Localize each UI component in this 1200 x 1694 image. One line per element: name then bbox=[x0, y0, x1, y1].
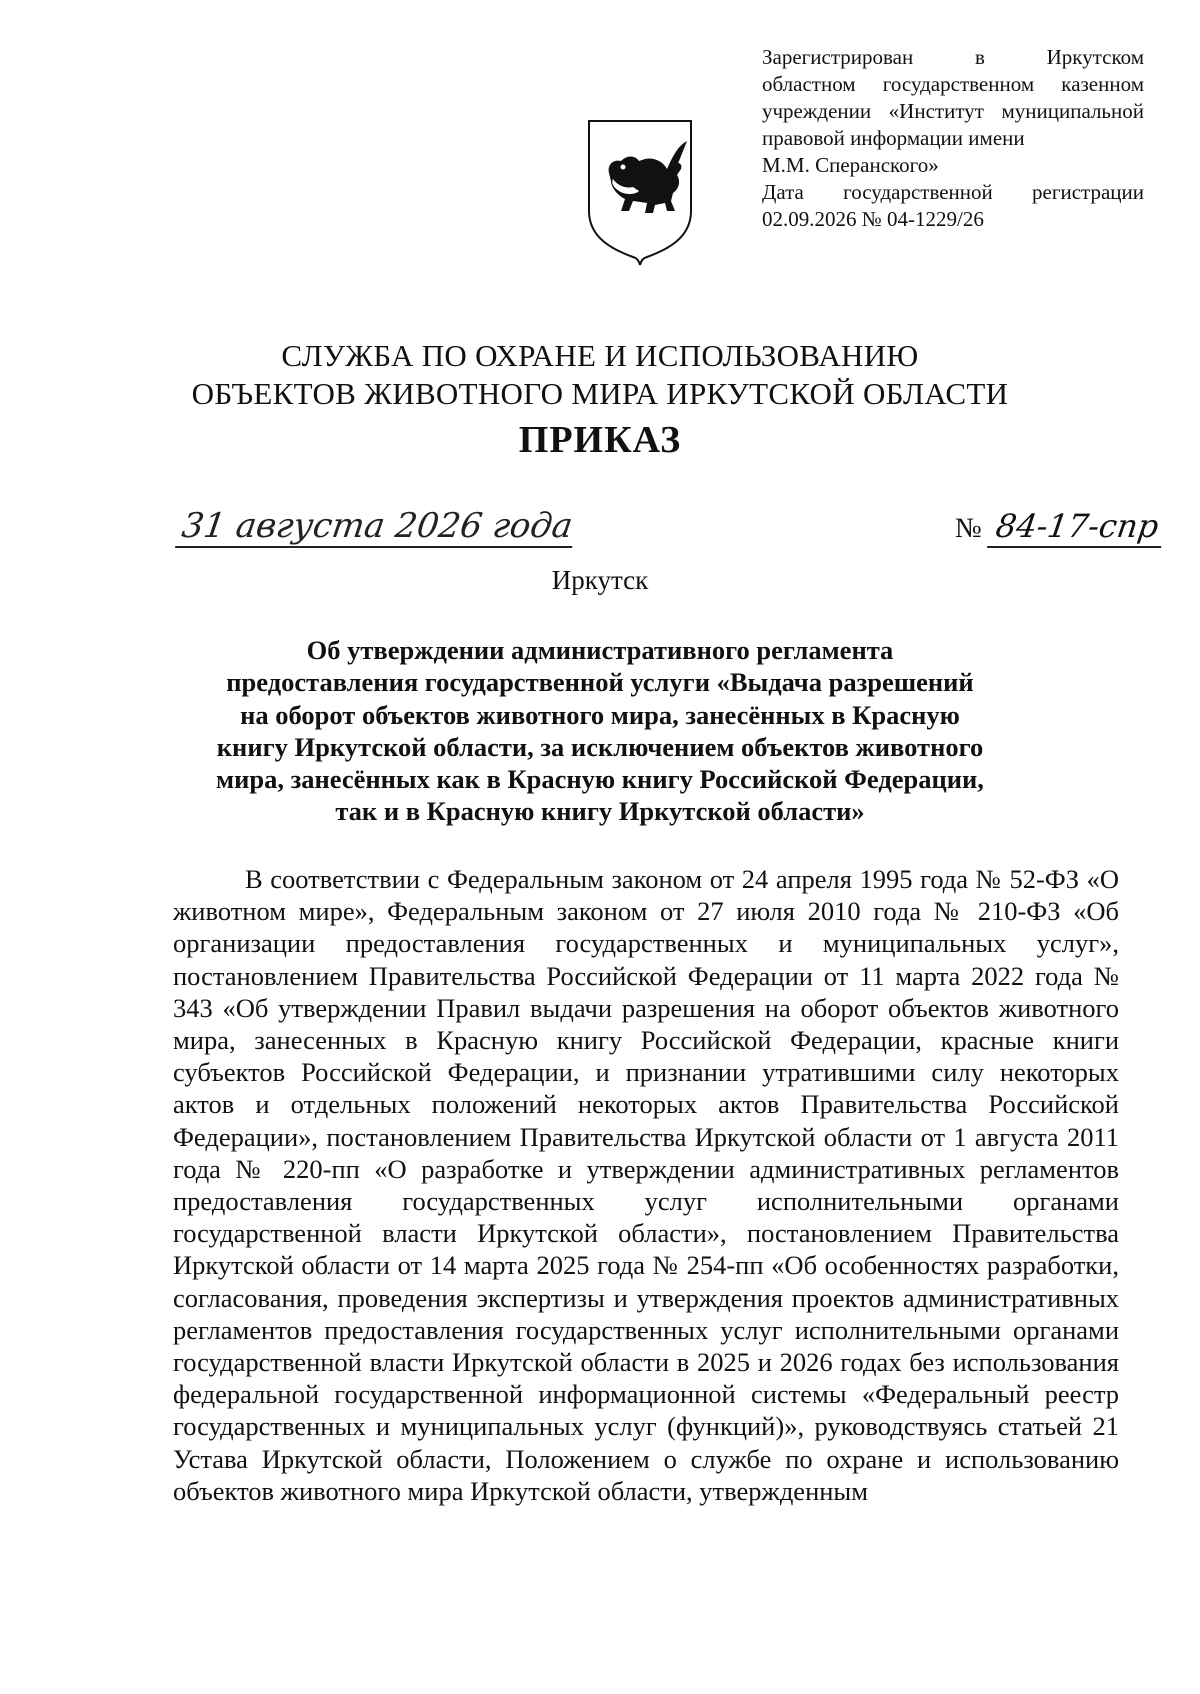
agency-name-line-2: ОБЪЕКТОВ ЖИВОТНОГО МИРА ИРКУТСКОЙ ОБЛАСТИ bbox=[191, 376, 1009, 411]
agency-name-line-1: СЛУЖБА ПО ОХРАНЕ И ИСПОЛЬЗОВАНИЮ bbox=[281, 338, 919, 373]
registration-line: М.М. Сперанского» bbox=[762, 153, 939, 177]
order-subject: Об утверждении административного регламента предоставления государственной услуги «Выдача разрешений на оборот объектов животного мира, занесённых в Красную книгу Иркутской области, за исключением объектов животного мира, занесённых как в Красную книгу Российской Федерации, так и в Красную книгу Иркутской области» bbox=[216, 635, 984, 827]
order-date: 31 августа 2026 года bbox=[175, 506, 578, 548]
registration-line: Зарегистрирован в Иркутском bbox=[762, 45, 1144, 69]
registration-stamp bbox=[762, 44, 1144, 233]
registration-line: областном государственном казенном bbox=[762, 72, 1144, 96]
order-number: 84-17-спр bbox=[987, 506, 1167, 548]
order-city: Иркутск bbox=[551, 565, 649, 595]
order-body-paragraph: В соответствии с Федеральным законом от 24 апреля 1995 года № 52-ФЗ «О животном мире», Федеральным законом от 27 июля 2010 года № 210-ФЗ «Об организации предоставления государственных и муниципальных услуг», постановлением Правительства Российской Федерации от 11 марта 2022 года № 343 «Об утверждении Правил выдачи разрешения на оборот объектов животного мира, занесенных в Красную книгу Российской Федерации, красные книги субъектов Российской Федерации, и признании утратившими силу некоторых актов и отдельных положений некоторых актов Правительства Российской Федерации», постановлением Правительства Иркутской области от 1 августа 2011 года № 220-пп «О разработке и утверждении административных регламентов предоставления государственных услуг исполнительными органами государственной власти Иркутской области», постановлением Правительства Иркутской области от 14 марта 2025 года № 254-пп «Об особенностях разработки, согласования, проведения экспертизы и утверждения проектов административных регламентов предоставления государственных услуг исполнительными органами государственной власти Иркутской области в 2025 и 2026 годах без использования федеральной государственной информационной системы «Федеральный реестр государственных и муниципальных услуг (функций)», руководствуясь статьей 21 Устава Иркутской области, Положением о службе по охране и использованию объектов животного мира Иркутской области, утвержденным bbox=[173, 864, 1119, 1506]
number-sign: № bbox=[955, 513, 982, 544]
document-type-title: ПРИКАЗ bbox=[518, 419, 682, 461]
registration-line: 02.09.2026 № 04-1229/26 bbox=[762, 207, 984, 231]
registration-line: Дата государственной регистрации bbox=[762, 180, 1144, 204]
order-number-field bbox=[955, 506, 1164, 546]
irkutsk-coat-of-arms-icon bbox=[583, 115, 697, 267]
registration-line: правовой информации имени bbox=[762, 126, 1025, 150]
registration-line: учреждении «Институт муниципальной bbox=[762, 99, 1144, 123]
